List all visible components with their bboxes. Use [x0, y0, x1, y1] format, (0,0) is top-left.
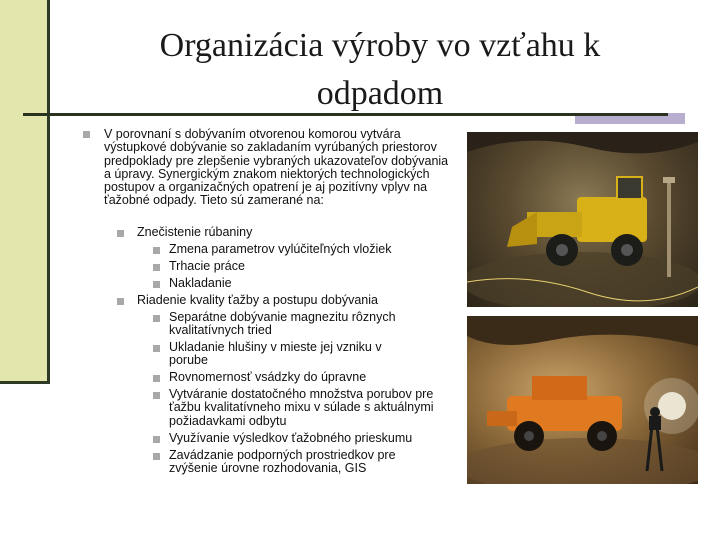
bullet-square	[153, 281, 160, 288]
left-accent-band	[0, 0, 47, 384]
section-item: Využívanie výsledkov ťažobného prieskumu	[169, 431, 413, 445]
loader-illustration	[467, 132, 698, 307]
left-accent-foot	[0, 381, 47, 384]
section-item: Vytváranie dostatočného množstva porubov pre ťažbu kvalitatívneho mixu v súlade s aktuálnymi požiadavkami odbytu	[169, 387, 434, 428]
bullet-square	[153, 375, 160, 382]
section-item: Separátne dobývanie magnezitu rôznych kvalitatívnych tried	[169, 310, 396, 338]
vehicle-illustration	[467, 316, 698, 484]
bullet-square	[117, 298, 124, 305]
bullet-square	[153, 264, 160, 271]
bullet-square	[153, 453, 160, 460]
left-accent-line	[47, 0, 50, 384]
section-item: Trhacie práce	[169, 259, 245, 273]
title-rule	[23, 113, 668, 116]
bullet-square	[153, 247, 160, 254]
intro-paragraph: V porovnaní s dobývaním otvorenou komorou vytvára výstupkové dobývanie so zakladaním vyrúbaných priestorov predpoklady pre zlepšenie vybraných ukazovateľov dobývania a úpravy. Synergickým znakom niektorých technologických postupov a organizačných opatrení je aj pozitívny vplyv na ťažobné odpady. Tieto sú zamerané na:	[104, 127, 449, 208]
underground-mining-vehicle-photo	[467, 316, 698, 484]
section-label: Znečistenie rúbaniny	[137, 225, 253, 239]
bullet-square	[153, 436, 160, 443]
underground-loader-photo	[467, 132, 698, 307]
section-item: Rovnomernosť vsádzky do úpravne	[169, 370, 367, 384]
slide-title: Organizácia výroby vo vzťahu k odpadom	[159, 27, 601, 112]
section-label: Riadenie kvality ťažby a postupu dobývania	[137, 293, 378, 307]
bullet-square	[153, 392, 160, 399]
section-item: Nakladanie	[169, 276, 232, 290]
bullet-square	[83, 131, 90, 138]
bullet-square	[153, 345, 160, 352]
bullet-square	[117, 230, 124, 237]
bullet-square	[153, 315, 160, 322]
section-item: Zmena parametrov vylúčiteľných vložiek	[169, 242, 392, 256]
section-item: Ukladanie hlušiny v mieste jej vzniku v porube	[169, 340, 382, 368]
section-item: Zavádzanie podporných prostriedkov pre zvýšenie úrovne rozhodovania, GIS	[169, 448, 396, 476]
